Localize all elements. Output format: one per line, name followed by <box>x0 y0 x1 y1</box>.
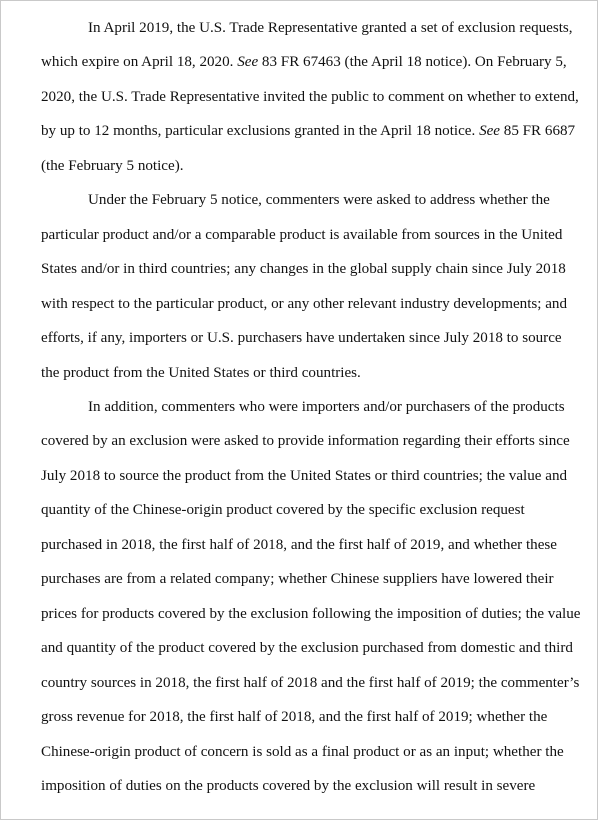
text-line <box>41 149 569 183</box>
document-body <box>41 11 581 803</box>
text-line <box>41 287 569 321</box>
citation-signal: See <box>479 123 501 140</box>
text-run: States and/or in third countries; any changes in the global supply chain since July 2018 <box>41 261 566 278</box>
text-run: country sources in 2018, the first half of 2018 and the first half of 2019; the commenter’s <box>41 674 580 691</box>
text-line <box>41 356 569 390</box>
paragraph-2 <box>41 183 569 390</box>
paragraph-3 <box>41 390 581 803</box>
text-run: 2020, the U.S. Trade Representative invited the public to comment on whether to extend, <box>41 88 579 105</box>
text-line <box>41 493 569 527</box>
text-run: which expire on April 18, 2020. <box>41 54 238 71</box>
text-line <box>41 459 569 493</box>
text-line <box>41 562 569 596</box>
text-line <box>41 80 579 114</box>
text-line <box>41 424 569 458</box>
text-run: July 2018 to source the product from the United States or third countries; the value and <box>41 467 568 484</box>
text-line <box>41 528 569 562</box>
text-line <box>41 700 569 734</box>
text-line <box>41 631 573 665</box>
text-line <box>41 597 581 631</box>
text-run: In addition, commenters who were importers and/or purchasers of the products <box>88 398 565 415</box>
text-run: the product from the United States or third countries. <box>41 364 361 381</box>
text-run: efforts, if any, importers or U.S. purchasers have undertaken since July 2018 to source <box>41 330 562 347</box>
text-run: covered by an exclusion were asked to provide information regarding their efforts since <box>41 433 570 450</box>
text-run: 85 FR 6687 <box>500 123 576 140</box>
text-run: and quantity of the product covered by the exclusion purchased from domestic and third <box>41 640 573 657</box>
text-line <box>41 45 569 79</box>
text-run: In April 2019, the U.S. Trade Representative granted a set of exclusion requests, <box>88 20 573 36</box>
text-line <box>41 735 569 769</box>
text-run: (the February 5 notice). <box>41 157 184 174</box>
text-line <box>41 183 569 217</box>
text-line <box>41 252 569 286</box>
text-run: purchases are from a related company; whether Chinese suppliers have lowered their <box>41 571 554 588</box>
citation-signal: See <box>237 54 259 71</box>
text-run: purchased in 2018, the first half of 2018, and the first half of 2019, and whether these <box>41 536 557 553</box>
text-run: particular product and/or a comparable product is available from sources in the United <box>41 226 563 243</box>
text-line <box>41 321 569 355</box>
text-line <box>41 114 576 148</box>
text-run: Under the February 5 notice, commenters were asked to address whether the <box>88 192 550 209</box>
text-run: gross revenue for 2018, the first half of 2018, and the first half of 2019; whether the <box>41 709 548 726</box>
text-run: Chinese-origin product of concern is sold as a final product or as an input; whether the <box>41 743 564 760</box>
text-line <box>41 769 569 803</box>
text-run: imposition of duties on the products covered by the exclusion will result in severe <box>41 777 536 794</box>
paragraph-1 <box>41 11 579 183</box>
text-run: with respect to the particular product, or any other relevant industry developments; and <box>41 295 568 312</box>
text-run: prices for products covered by the exclusion following the imposition of duties; the value <box>41 605 581 622</box>
text-run: quantity of the Chinese-origin product covered by the specific exclusion request <box>41 502 525 519</box>
text-line <box>41 218 569 252</box>
text-line <box>41 390 569 424</box>
text-run: by up to 12 months, particular exclusions granted in the April 18 notice. <box>41 123 480 140</box>
text-line <box>41 666 580 700</box>
text-run: 83 FR 67463 (the April 18 notice). On February 5, <box>258 54 567 71</box>
text-line <box>41 11 573 45</box>
